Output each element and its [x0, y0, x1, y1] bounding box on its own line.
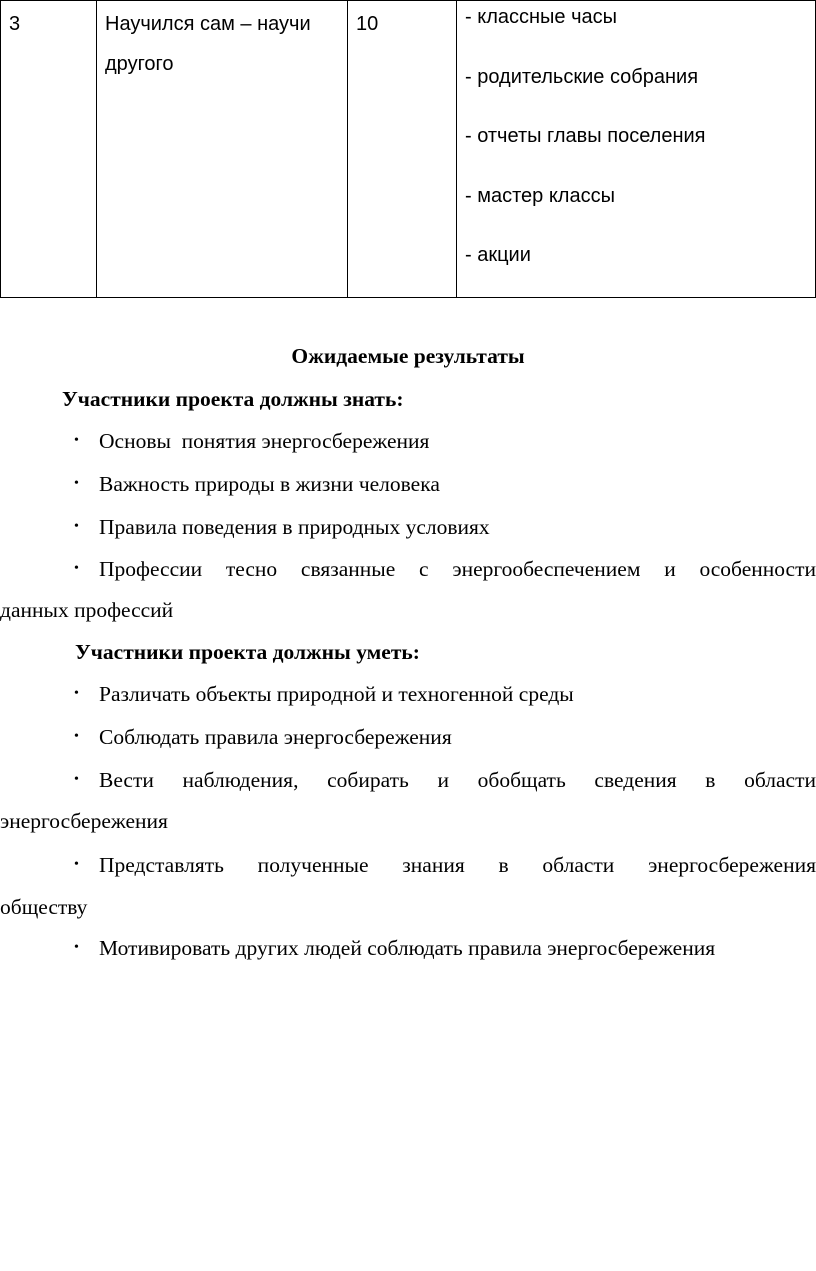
- list-item-text: Основы понятия энергосбережения: [99, 429, 430, 453]
- list-item-text: Важность природы в жизни человека: [99, 472, 440, 496]
- row-activities-cell: [457, 1, 816, 298]
- list-item-text: Правила поведения в природных условиях: [99, 515, 490, 539]
- list-item-text: Представлять полученные знания в области энергосбережения: [99, 853, 816, 877]
- bullet-icon: •: [74, 686, 79, 701]
- able-subheading: Участники проекта должны уметь:: [75, 640, 420, 664]
- know-subheading: Участники проекта должны знать:: [62, 387, 404, 411]
- results-heading: Ожидаемые результаты: [291, 344, 525, 368]
- list-item-continuation: обществу: [0, 895, 88, 919]
- list-item-text: Мотивировать других людей соблюдать правила энергосбережения: [99, 936, 716, 960]
- list-item-text: Профессии тесно связанные с энергообеспечением и особенности: [99, 557, 816, 581]
- row-title-line: Научился сам – научи: [105, 13, 311, 35]
- bullet-icon: •: [74, 433, 79, 448]
- plan-table: [0, 0, 816, 298]
- activity-item: - родительские собрания: [465, 65, 699, 88]
- table-row: [1, 1, 816, 298]
- bullet-icon: •: [74, 476, 79, 491]
- row-number-cell: [1, 1, 97, 298]
- row-count-cell: [348, 1, 457, 298]
- row-count: 10: [356, 13, 379, 35]
- bullet-icon: •: [74, 857, 79, 872]
- activity-item: - классные часы: [465, 6, 618, 28]
- list-item-continuation: данных профессий: [0, 598, 174, 622]
- activity-item: - отчеты главы поселения: [465, 125, 706, 147]
- row-title-line: другого: [105, 53, 174, 75]
- activity-item: - мастер классы: [465, 184, 615, 207]
- bullet-icon: •: [74, 729, 79, 744]
- bullet-icon: •: [74, 940, 79, 955]
- list-item-continuation: энергосбережения: [0, 809, 168, 833]
- list-item-text: Вести наблюдения, собирать и обобщать сведения в области: [99, 768, 816, 792]
- bullet-icon: •: [74, 561, 79, 576]
- list-item-text: Соблюдать правила энергосбережения: [99, 725, 452, 749]
- row-number: 3: [9, 13, 21, 35]
- bullet-icon: •: [74, 772, 79, 787]
- bullet-icon: •: [74, 519, 79, 534]
- activity-item: - акции: [465, 244, 531, 266]
- row-title-cell: [97, 1, 348, 298]
- list-item-text: Различать объекты природной и техногенной среды: [99, 682, 574, 706]
